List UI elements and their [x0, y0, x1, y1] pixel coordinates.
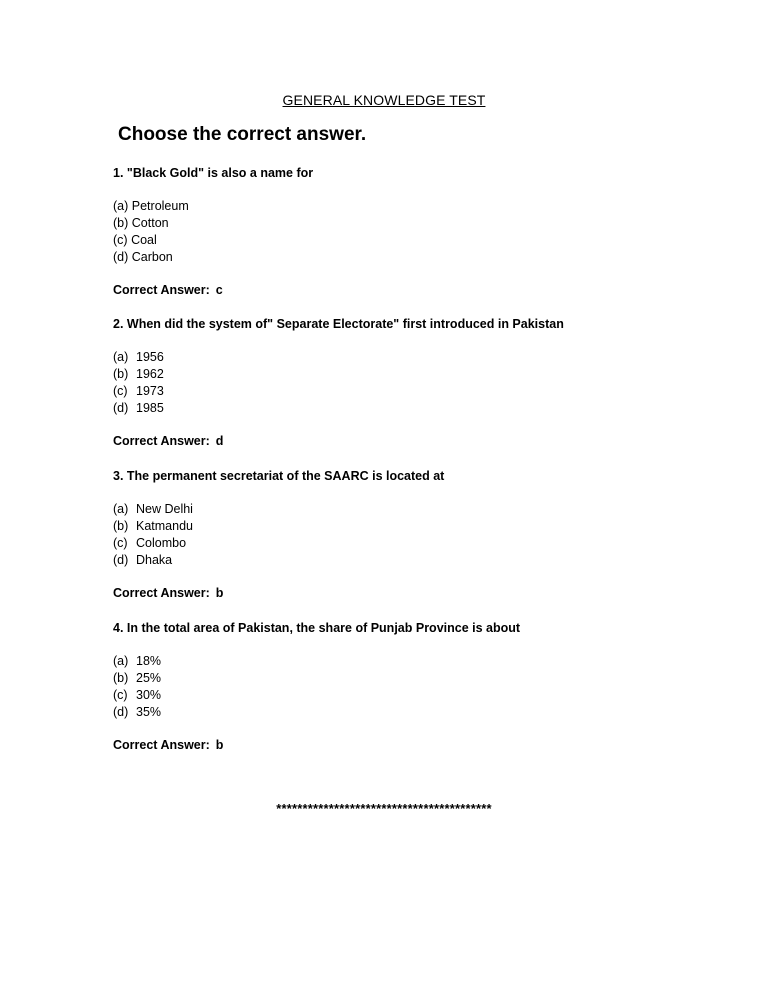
option-letter: (c): [113, 688, 128, 702]
question-text: 1. "Black Gold" is also a name for: [113, 166, 314, 180]
option-c: [113, 383, 713, 400]
option-d: [113, 249, 713, 266]
option-text: 18%: [136, 654, 162, 668]
option-letter: (b): [113, 671, 129, 685]
option-letter: (c): [113, 536, 128, 550]
instruction-heading: Choose the correct answer.: [118, 124, 367, 145]
option-text: Katmandu: [136, 519, 193, 533]
question-text: 2. When did the system of" Separate Electorate" first introduced in Pakistan: [113, 317, 564, 331]
option-c: [113, 535, 713, 552]
asterisk-separator: *****************************************: [276, 801, 492, 816]
option-b: [113, 215, 713, 232]
answer-label: Correct Answer:: [113, 586, 210, 600]
option-text: 25%: [136, 671, 162, 685]
option-d: [113, 400, 713, 417]
option-list: [113, 198, 713, 266]
option-a: [113, 501, 713, 518]
option-letter: (c): [113, 233, 128, 247]
option-text: Colombo: [136, 536, 187, 550]
question-block-3: [113, 468, 713, 602]
option-list: [113, 501, 713, 569]
answer-label: Correct Answer:: [113, 434, 210, 448]
option-text: 30%: [136, 688, 162, 702]
option-letter: (b): [113, 216, 129, 230]
option-text: New Delhi: [136, 502, 193, 516]
correct-answer: [113, 282, 713, 299]
option-d: [113, 704, 713, 721]
option-letter: (a): [113, 350, 129, 364]
option-text: 1956: [136, 350, 164, 364]
question-block-4: [113, 620, 713, 754]
option-text: Cotton: [131, 216, 169, 230]
option-letter: (d): [113, 553, 129, 567]
option-text: Petroleum: [131, 199, 189, 213]
option-list: [113, 349, 713, 417]
option-letter: (b): [113, 519, 129, 533]
question-text: 4. In the total area of Pakistan, the share of Punjab Province is about: [113, 621, 521, 635]
option-letter: (a): [113, 502, 129, 516]
option-text: Coal: [131, 233, 157, 247]
option-letter: (d): [113, 401, 129, 415]
option-list: [113, 653, 713, 721]
correct-answer: [113, 585, 713, 602]
option-text: Carbon: [131, 250, 173, 264]
option-b: [113, 366, 713, 383]
option-b: [113, 670, 713, 687]
answer-label: Correct Answer:: [113, 283, 210, 297]
option-text: 35%: [136, 705, 162, 719]
option-b: [113, 518, 713, 535]
option-letter: (d): [113, 705, 129, 719]
option-letter: (a): [113, 654, 129, 668]
correct-answer: [113, 433, 713, 450]
answer-value: d: [215, 434, 224, 448]
question-block-2: [113, 316, 713, 450]
question-block-1: [113, 165, 713, 299]
answer-value: c: [215, 283, 223, 297]
question-text: 3. The permanent secretariat of the SAARC is located at: [113, 469, 445, 483]
option-letter: (d): [113, 250, 129, 264]
option-c: [113, 232, 713, 249]
option-text: 1973: [136, 384, 164, 398]
option-text: 1985: [136, 401, 164, 415]
option-text: Dhaka: [136, 553, 173, 567]
answer-label: Correct Answer:: [113, 738, 210, 752]
option-a: [113, 653, 713, 670]
option-a: [113, 349, 713, 366]
option-letter: (b): [113, 367, 129, 381]
option-d: [113, 552, 713, 569]
option-c: [113, 687, 713, 704]
option-a: [113, 198, 713, 215]
correct-answer: [113, 737, 713, 754]
option-letter: (c): [113, 384, 128, 398]
answer-value: b: [215, 586, 224, 600]
answer-value: b: [215, 738, 224, 752]
option-letter: (a): [113, 199, 129, 213]
option-text: 1962: [136, 367, 164, 381]
page-title: GENERAL KNOWLEDGE TEST: [282, 92, 486, 108]
